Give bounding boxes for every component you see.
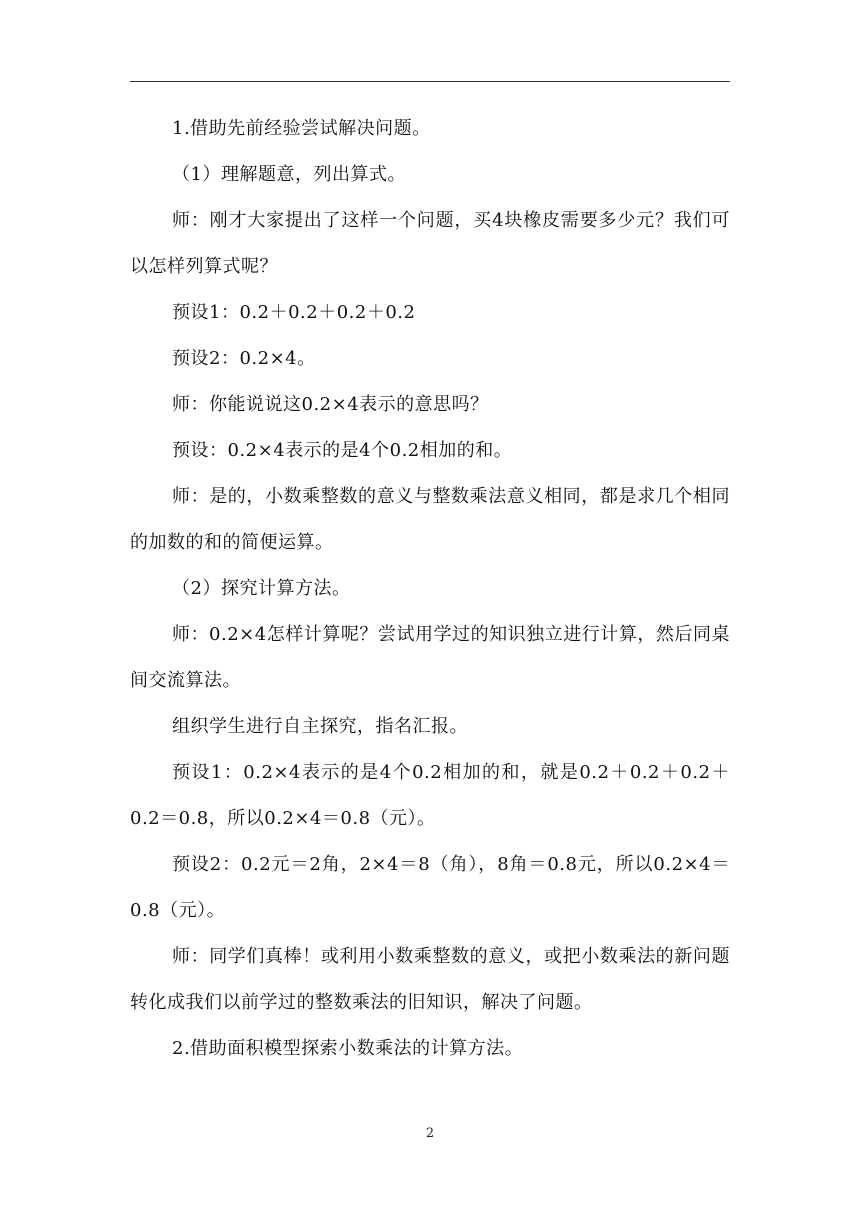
paragraph-teacher-meaning: 师：你能说说这0.2×4表示的意思吗？	[172, 394, 489, 415]
header-rule	[130, 81, 730, 82]
paragraph-teacher-question: 师：刚才大家提出了这样一个问题，买4块橡皮需要多少元？我们可以怎样列算式呢？	[130, 210, 730, 277]
paragraph-teacher-praise: 师：同学们真棒！或利用小数乘整数的意义，或把小数乘法的新问题转化成我们以前学过的整数乘法的旧知识，解决了问题。	[130, 946, 730, 1013]
page-number: 2	[425, 1126, 435, 1141]
paragraph-organize: 组织学生进行自主探究，指名汇报。	[172, 716, 468, 737]
paragraph-preset-calc-2: 预设2：0.2元＝2角，2×4＝8（角），8角＝0.8元，所以0.2×4＝0.8（元）。	[130, 854, 730, 921]
paragraph-subsection-2: （2）探究计算方法。	[172, 578, 351, 599]
paragraph-teacher-calc: 师：0.2×4怎样计算呢？尝试用学过的知识独立进行计算，然后同桌间交流算法。	[130, 624, 730, 691]
paragraph-preset-meaning: 预设：0.2×4表示的是4个0.2相加的和。	[172, 440, 513, 461]
document-body	[130, 106, 730, 1072]
paragraph-subsection-1: （1）理解题意，列出算式。	[172, 164, 406, 185]
paragraph-section-2-heading: 2.借助面积模型探索小数乘法的计算方法。	[172, 1038, 524, 1059]
paragraph-preset-calc-1: 预设1：0.2×4表示的是4个0.2相加的和，就是0.2＋0.2＋0.2＋0.2＝0.8，所以0.2×4＝0.8（元）。	[130, 762, 730, 829]
paragraph-teacher-summary: 师：是的，小数乘整数的意义与整数乘法意义相同，都是求几个相同的加数的和的简便运算。	[130, 486, 730, 553]
paragraph-preset-1: 预设1：0.2＋0.2＋0.2＋0.2	[172, 302, 416, 323]
paragraph-preset-2: 预设2：0.2×4。	[172, 348, 316, 369]
paragraph-section-1-heading: 1.借助先前经验尝试解决问题。	[172, 118, 431, 139]
